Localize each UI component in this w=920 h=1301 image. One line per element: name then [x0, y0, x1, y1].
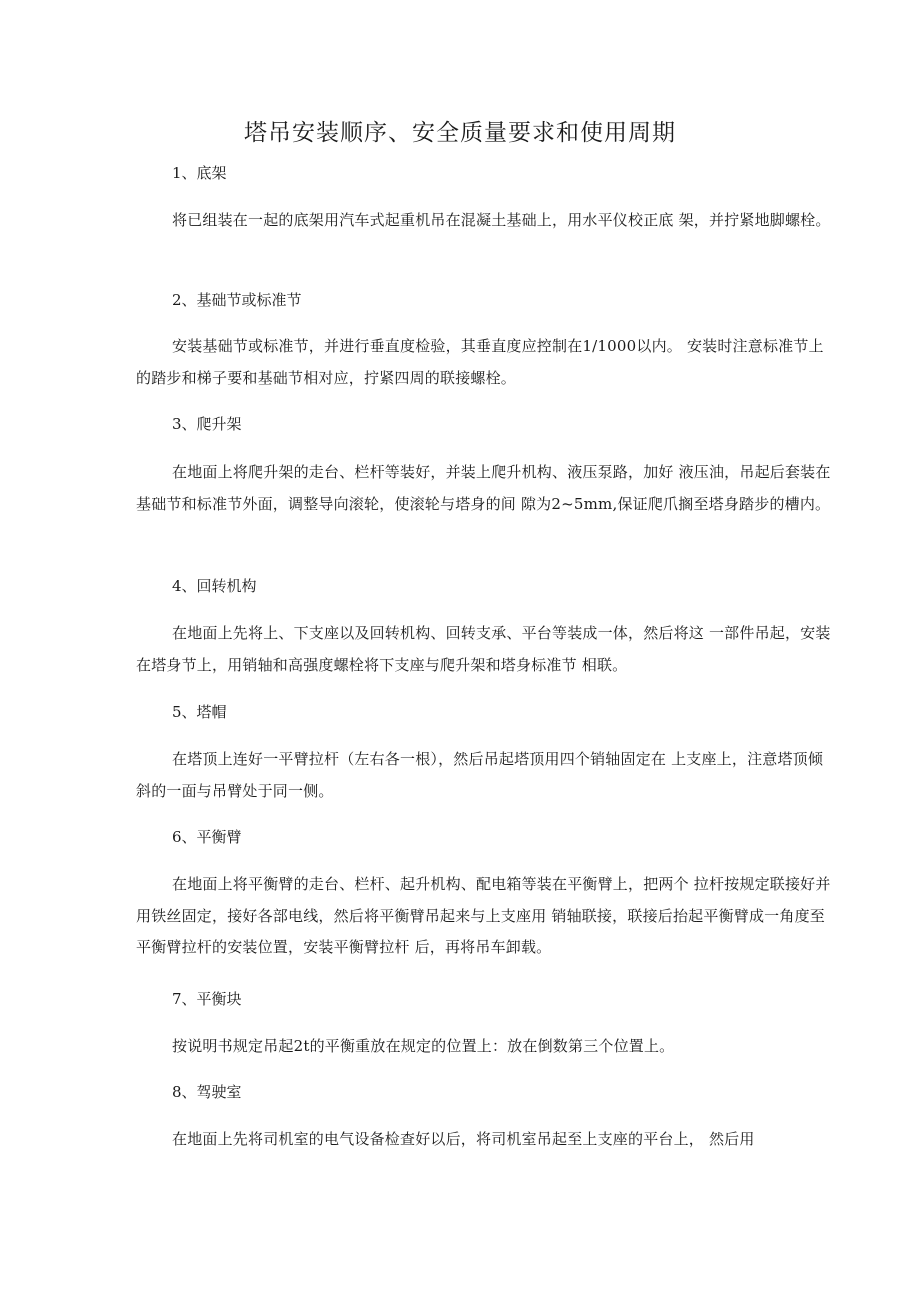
section-heading-2: 2、基础节或标准节: [172, 291, 302, 309]
page-title: 塔吊安装顺序、安全质量要求和使用周期: [244, 120, 676, 146]
section-body-8: 在地面上先将司机室的电气设备检查好以后，将司机室吊起至上支座的平台上， 然后用: [172, 1130, 755, 1148]
section-body-4: 在地面上先将上、下支座以及回转机构、回转支承、平台等装成一体，然后将这 一部件吊起，安装在塔身节上，用销轴和高强度螺栓将下支座与爬升架和塔身标准节 相联。: [136, 624, 831, 674]
section-body-3: 在地面上将爬升架的走台、栏杆等装好，并装上爬升机构、液压泵路，加好 液压油，吊起后套装在基础节和标准节外面，调整导向滚轮，使滚轮与塔身的间 隙为2~5mm,保证爬爪搁至塔身踏步的槽内。: [136, 463, 831, 513]
section-body-7: 按说明书规定吊起2t的平衡重放在规定的位置上：放在倒数第三个位置上。: [172, 1037, 675, 1055]
section-heading-5: 5、塔帽: [172, 703, 227, 721]
section-heading-6: 6、平衡臂: [172, 828, 242, 846]
section-heading-7: 7、平衡块: [172, 990, 242, 1008]
section-body-6: 在地面上将平衡臂的走台、栏杆、起升机构、配电箱等装在平衡臂上，把两个 拉杆按规定联接好并用铁丝固定，接好各部电线，然后将平衡臂吊起来与上支座用 销轴联接，联接后抬起平衡臂成一角度至平衡臂拉杆的安装位置，安装平衡臂拉杆 后，再将吊车卸载。: [136, 875, 831, 956]
section-heading-1: 1、底架: [172, 164, 227, 182]
section-body-2: 安装基础节或标准节，并进行垂直度检验，其垂直度应控制在1/1000以内。 安装时注意标准节上的踏步和梯子要和基础节相对应，拧紧四周的联接螺栓。: [136, 337, 824, 387]
section-heading-3: 3、爬升架: [172, 415, 242, 433]
section-body-5: 在塔顶上连好一平臂拉杆（左右各一根），然后吊起塔顶用四个销轴固定在 上支座上，注意塔顶倾斜的一面与吊臂处于同一侧。: [136, 750, 824, 800]
section-heading-8: 8、驾驶室: [172, 1083, 242, 1101]
section-body-1: 将已组装在一起的底架用汽车式起重机吊在混凝土基础上，用水平仪校正底 架，并拧紧地脚螺栓。: [172, 211, 831, 229]
section-heading-4: 4、回转机构: [172, 577, 257, 595]
